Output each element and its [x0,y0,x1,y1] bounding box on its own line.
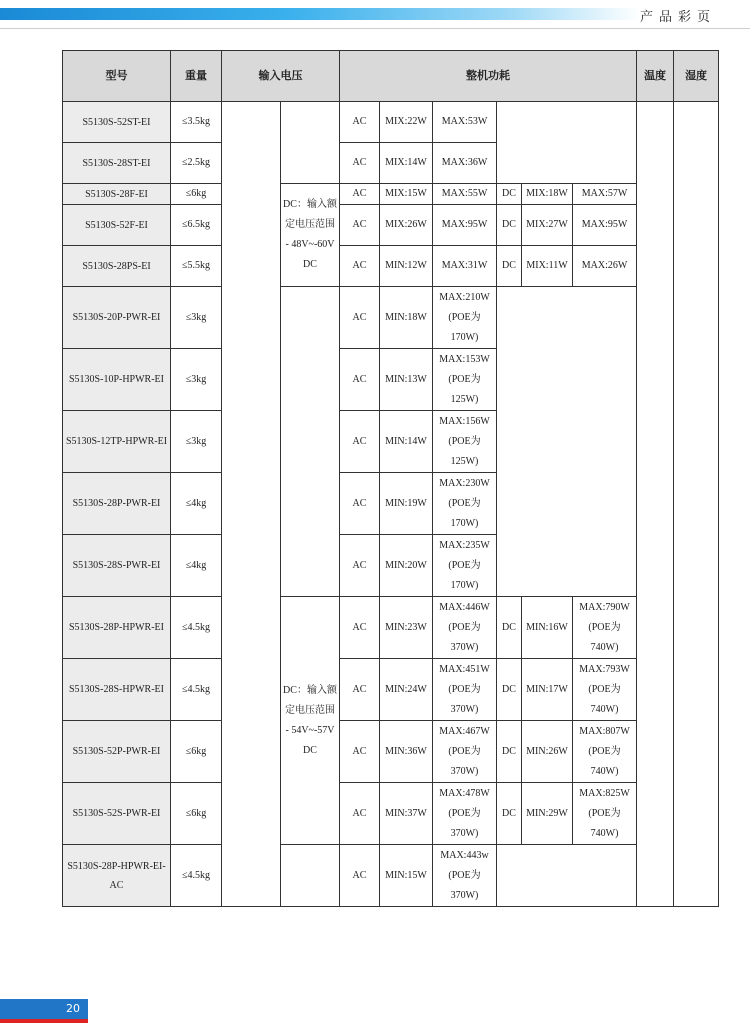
ac-max-cell: MAX:235W (POE为170W) [433,535,497,597]
dc-max-cell: MAX:57W [573,184,637,205]
dc-min-cell: MIN:17W [522,659,573,721]
table-row [63,783,719,845]
ac-label-cell: AC [340,287,380,349]
ac-label-cell: AC [340,721,380,783]
ac-label-cell: AC [340,473,380,535]
ac-max-cell: MAX:210W (POE为170W) [433,287,497,349]
ac-max-cell: MAX:156W (POE为125W) [433,411,497,473]
input-voltage-dc-54v: DC：输入额定电压范围 - 54V~-57V DC [281,597,340,845]
table-row [63,184,719,205]
ac-label-cell: AC [340,349,380,411]
table-row [63,246,719,287]
ac-max-cell: MAX:55W [433,184,497,205]
ac-label-cell: AC [340,143,380,184]
table-row [63,721,719,783]
dc-max-cell: MAX:807W (POE为740W) [573,721,637,783]
table-row [63,659,719,721]
dc-min-cell: MIN:16W [522,597,573,659]
model-cell: S5130S-10P-HPWR-EI [63,349,171,411]
weight-cell: ≤4.5kg [171,597,222,659]
ac-label-cell: AC [340,246,380,287]
input-voltage-blank-ac [281,845,340,907]
model-cell: S5130S-28S-PWR-EI [63,535,171,597]
table-row [63,597,719,659]
ac-min-cell: MIN:14W [380,411,433,473]
header-power: 整机功耗 [340,51,637,102]
ac-min-cell: MIN:36W [380,721,433,783]
ac-max-cell: MAX:478W (POE为370W) [433,783,497,845]
weight-cell: ≤4.5kg [171,659,222,721]
ac-label-cell: AC [340,102,380,143]
dc-max-cell: MAX:790W (POE为740W) [573,597,637,659]
humidity-cell [674,102,719,907]
model-cell: S5130S-28PS-EI [63,246,171,287]
weight-cell: ≤4.5kg [171,845,222,907]
ac-min-cell: MIX:22W [380,102,433,143]
weight-cell: ≤6kg [171,783,222,845]
weight-cell: ≤3kg [171,349,222,411]
ac-min-cell: MIN:37W [380,783,433,845]
dc-min-cell: MIX:27W [522,205,573,246]
ac-min-cell: MIN:13W [380,349,433,411]
ac-min-cell: MIX:14W [380,143,433,184]
weight-cell: ≤2.5kg [171,143,222,184]
dc-label-cell: DC [497,246,522,287]
weight-cell: ≤3kg [171,287,222,349]
model-cell: S5130S-52S-PWR-EI [63,783,171,845]
dc-blank-cell [497,845,637,907]
ac-min-cell: MIX:15W [380,184,433,205]
model-cell: S5130S-28S-HPWR-EI [63,659,171,721]
input-voltage-dc-48v: DC：输入额定电压范围 - 48V~-60V DC [281,184,340,287]
model-cell: S5130S-12TP-HPWR-EI [63,411,171,473]
dc-label-cell: DC [497,659,522,721]
header-weight: 重量 [171,51,222,102]
model-cell: S5130S-28ST-EI [63,143,171,184]
weight-cell: ≤3kg [171,411,222,473]
table-row [63,287,719,349]
ac-max-cell: MAX:230W (POE为170W) [433,473,497,535]
dc-max-cell: MAX:95W [573,205,637,246]
header-model: 型号 [63,51,171,102]
ac-label-cell: AC [340,597,380,659]
dc-label-cell: DC [497,721,522,783]
ac-label-cell: AC [340,659,380,721]
model-cell: S5130S-28P-HPWR-EI-AC [63,845,171,907]
model-cell: S5130S-20P-PWR-EI [63,287,171,349]
input-voltage-ac-blank [281,102,340,184]
ac-label-cell: AC [340,783,380,845]
page-header-title: 产品彩页 [639,10,716,25]
dc-max-cell: MAX:825W (POE为740W) [573,783,637,845]
input-voltage-blank [222,102,281,907]
spec-table [62,50,719,907]
weight-cell: ≤5.5kg [171,246,222,287]
ac-min-cell: MIN:20W [380,535,433,597]
footer-accent-strip [0,1019,88,1023]
ac-max-cell: MAX:451W (POE为370W) [433,659,497,721]
header-divider [0,28,750,29]
weight-cell: ≤4kg [171,535,222,597]
dc-min-cell: MIN:26W [522,721,573,783]
weight-cell: ≤6.5kg [171,205,222,246]
model-cell: S5130S-28F-EI [63,184,171,205]
model-cell: S5130S-28P-HPWR-EI [63,597,171,659]
dc-label-cell: DC [497,184,522,205]
dc-min-cell: MIN:29W [522,783,573,845]
ac-label-cell: AC [340,411,380,473]
dc-label-cell: DC [497,783,522,845]
model-cell: S5130S-52F-EI [63,205,171,246]
ac-min-cell: MIN:18W [380,287,433,349]
ac-max-cell: MAX:31W [433,246,497,287]
dc-label-cell: DC [497,205,522,246]
dc-max-cell: MAX:26W [573,246,637,287]
table-row [63,102,719,143]
dc-blank-cell [497,102,637,184]
ac-max-cell: MAX:95W [433,205,497,246]
dc-max-cell: MAX:793W (POE为740W) [573,659,637,721]
header-input-voltage: 输入电压 [222,51,340,102]
ac-label-cell: AC [340,845,380,907]
table-header-row [63,51,719,102]
model-cell: S5130S-28P-PWR-EI [63,473,171,535]
temperature-cell [637,102,674,907]
ac-max-cell: MAX:446W (POE为370W) [433,597,497,659]
ac-label-cell: AC [340,205,380,246]
weight-cell: ≤3.5kg [171,102,222,143]
ac-max-cell: MAX:36W [433,143,497,184]
ac-label-cell: AC [340,184,380,205]
table-row [63,205,719,246]
header-accent-bar [0,8,640,20]
weight-cell: ≤6kg [171,184,222,205]
ac-max-cell: MAX:53W [433,102,497,143]
header-humidity: 湿度 [674,51,719,102]
weight-cell: ≤4kg [171,473,222,535]
model-cell: S5130S-52P-PWR-EI [63,721,171,783]
ac-min-cell: MIN:19W [380,473,433,535]
ac-max-cell: MAX:153W (POE为125W) [433,349,497,411]
header-temperature: 温度 [637,51,674,102]
ac-min-cell: MIX:26W [380,205,433,246]
ac-min-cell: MIN:15W [380,845,433,907]
page-number: 20 [0,999,88,1019]
dc-label-cell: DC [497,597,522,659]
ac-max-cell: MAX:443w (POE为370W) [433,845,497,907]
model-cell: S5130S-52ST-EI [63,102,171,143]
input-voltage-blank-poe [281,287,340,597]
weight-cell: ≤6kg [171,721,222,783]
ac-label-cell: AC [340,535,380,597]
ac-min-cell: MIN:24W [380,659,433,721]
table-row [63,845,719,907]
dc-min-cell: MIX:11W [522,246,573,287]
ac-max-cell: MAX:467W (POE为370W) [433,721,497,783]
ac-min-cell: MIN:23W [380,597,433,659]
ac-min-cell: MIN:12W [380,246,433,287]
dc-min-cell: MIX:18W [522,184,573,205]
dc-blank-cell [497,287,637,597]
